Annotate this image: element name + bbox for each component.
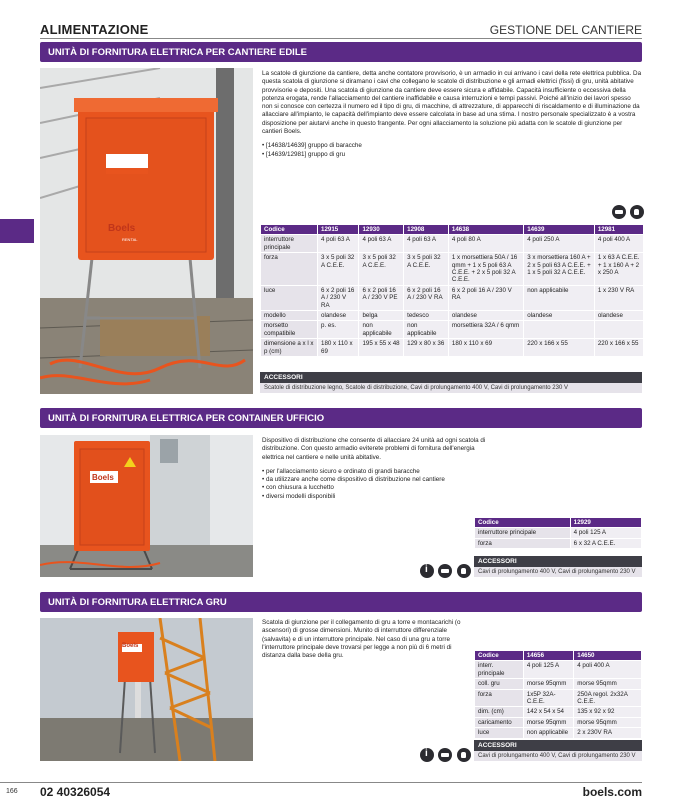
section-3-body: Scatola di giunzione per il collegamento di gru a torre e montacarichi (o ascensori) di grosse dimensioni. Munito di interruttore differenziale (salvavita) e di un interruttore principale. Nel caso di una gru a torre l'interruttore principale deve trovarsi per legge a non più di 6 metri di distanza dalla base della gru. [262,619,461,660]
section-1-body: La scatole di giunzione da cantiere, detta anche contatore provvisorio, è un armadio in cui arrivano i cavi della rete elettrica pubblica. Da questa scatola di giunzione si diramano i cavi che collegano le scatole di distribuzione e gli armadi elettrici (fissi) di gru, unità abitative provvisorie e depositi. Una scatola di giunzione da cantiere deve essere sicura e affidabile. Capacità insufficiente o eccessiva della potenza erogata, rende l'allacciamento del cantiere inaffidabile e causa interruzioni e tempi passivi. Poiché all'inizio dei lavori spesso non si conosce con certezza il numero ed il tipo di gru, di macchine, di attrezzature, di apparecchi di riscaldamento e di illuminazione da allacciare all'impianto, le capacità dell'impianto deve essere calcolata in base ad una stima. I nostro personale specializzato è a vostra disposizione per aiutarvi anche in questo frangente. Per ogni allacciamento la soluzione più adatta con le scatole di giunzione per cantieri Boels. [262,70,642,136]
brand-logo: Boels [122,643,139,649]
row-label: morsetto compatibile [261,321,317,338]
table-row [475,539,641,548]
table-cell: non applicabile [359,321,403,338]
table-header: 14650 [574,651,641,660]
table-row [475,728,641,737]
table-header-row [261,225,643,234]
table-header: 12929 [571,518,641,527]
glove-icon [457,564,471,578]
row-label: interr. principale [475,661,523,678]
table-cell: 1x5P 32A-C.E.E. [524,690,573,707]
row-label: interruttore principale [475,528,570,537]
table-cell: 135 x 92 x 92 [574,707,641,716]
table-cell: 180 x 110 x 69 [318,339,358,356]
table-row [261,253,643,285]
table-cell: morse 95qmm [524,718,573,727]
table-cell: 1 x 63 A C.E.E. + 1 x 160 A + 2 x 250 A [595,253,643,285]
table-cell: non applicabile [524,728,573,737]
table-cell: 4 poli 80 A [449,235,523,252]
list-item: • da utilizzare anche come dispositivo di distribuzione nel cantiere [262,476,492,484]
table-row [475,690,641,707]
table-cell: 180 x 110 x 69 [449,339,523,356]
table-cell: 6 x 2 poli 16 A / 230 V RA [318,286,358,310]
section-1-title: UNITÀ DI FORNITURA ELETTRICA PER CANTIERE EDILE [40,42,642,62]
section-title: ALIMENTAZIONE [40,22,149,37]
row-label: coll. gru [475,679,523,688]
site-box-photo [40,68,253,394]
table-header: 14656 [524,651,573,660]
table-row [475,661,641,678]
glove-icon [630,205,644,219]
table-cell: 4 poli 63 A [404,235,448,252]
table-header-row [475,651,641,660]
list-item: • con chiusura a lucchetto [262,484,492,492]
table-cell: 4 poli 400 A [574,661,641,678]
table-cell: morse 95qmm [574,679,641,688]
table-cell: olandese [318,311,358,320]
section-2-spec-table [474,517,642,549]
section-3-spec-table [474,650,642,739]
table-cell: olandese [524,311,594,320]
table-cell: 1 x 230 V RA [595,286,643,310]
accessories-list: Scatole di distribuzione legno, Scatole di distribuzione, Cavi di prolungamento 400 V, Cavi di prolungamento 230 V [260,383,642,393]
table-cell: p. es. [318,321,358,338]
crane-box-photo [40,618,253,761]
page-number: 166 [6,788,18,795]
table-header: 12915 [318,225,358,234]
table-cell: morse 95qmm [574,718,641,727]
table-cell: 195 x 55 x 48 [359,339,403,356]
table-cell: belga [359,311,403,320]
list-item: • per l'allacciamento sicuro e ordinato di grandi baracche [262,468,492,476]
table-header-row [475,518,641,527]
accessories-list: Cavi di prolungamento 400 V, Cavi di prolungamento 230 V [474,751,642,761]
side-tab-marker [0,219,34,243]
table-cell: 1 x morsettiera 50A / 16 qmm + 1 x 5 poli 63 A C.E.E. + 2 x 5 poli 32 A C.E.E. [449,253,523,285]
website-link[interactable]: boels.com [582,785,642,799]
row-label: dim. (cm) [475,707,523,716]
table-row [475,528,641,537]
accessories-heading: ACCESSORI [260,372,642,383]
section-1-bullets [262,142,642,159]
section-3-icons [420,748,471,767]
category-title: GESTIONE DEL CANTIERE [489,23,642,37]
row-label: luce [475,728,523,737]
table-cell: 4 poli 125 A [571,528,641,537]
table-cell: 3 x 5 poli 32 A C.E.E. [318,253,358,285]
table-row [475,718,641,727]
site-box-illustration [40,68,253,394]
section-2-description [262,437,492,501]
table-cell: olandese [449,311,523,320]
glove-icon [457,748,471,762]
footer-divider [0,782,642,783]
table-cell: olandese [595,311,643,320]
accessories-heading: ACCESSORI [474,556,642,567]
table-cell [595,321,643,338]
table-row [261,339,643,356]
table-header: 12930 [359,225,403,234]
list-item: • diversi modelli disponibili [262,493,492,501]
section-2-body: Dispositivo di distribuzione che consente di allacciare 24 unità ad ogni scatola di distribuzione. Con questo armadio eviterete problemi di fornitura dell'energia elettrica nel cantiere e nelle unità abitative. [262,437,486,461]
table-header: Codice [475,518,570,527]
table-header: 14638 [449,225,523,234]
row-label: dimensione a x l x p (cm) [261,339,317,356]
accessories-list: Cavi di prolungamento 400 V, Cavi di prolungamento 230 V [474,567,642,577]
brand-logo: Boels [92,473,114,482]
table-cell: 6 x 2 poli 16 A / 230 V RA [449,286,523,310]
section-2-icons [420,564,471,583]
table-cell: non applicabile [524,286,594,310]
table-cell: 4 poli 250 A [524,235,594,252]
section-2-bullets [262,468,492,501]
table-cell: tedesco [404,311,448,320]
table-cell: 4 poli 63 A [318,235,358,252]
table-cell: 4 poli 400 A [595,235,643,252]
table-row [475,679,641,688]
table-row [261,235,643,252]
table-row [475,707,641,716]
section-3-title: UNITÀ DI FORNITURA ELETTRICA GRU [40,592,642,612]
list-item: • [14638/14639] gruppo di baracche [262,142,642,150]
row-label: interruttore principale [261,235,317,252]
table-cell: 142 x 54 x 54 [524,707,573,716]
table-cell: morsettiera 32A / 6 qmm [449,321,523,338]
container-box-photo [40,435,253,577]
table-row [261,321,643,338]
table-header: 12908 [404,225,448,234]
section-3-description [262,619,470,660]
table-cell: 4 poli 63 A [359,235,403,252]
table-cell: 220 x 166 x 55 [524,339,594,356]
table-cell: 250A regol. 2x32A C.E.E. [574,690,641,707]
truck-icon [438,564,452,578]
section-1-description [262,70,642,159]
section-1-spec-table [260,224,644,357]
table-cell: 220 x 166 x 55 [595,339,643,356]
info-icon [420,748,434,762]
row-label: forza [475,690,523,707]
info-icon [420,564,434,578]
table-header: 12981 [595,225,643,234]
row-label: forza [475,539,570,548]
table-cell: 3 x morsettiera 160 A + 2 x 5 poli 63 A C.E.E. + 1 x 5 poli 32 A C.E.E. [524,253,594,285]
table-row [261,286,643,310]
container-box-illustration [40,435,253,577]
brand-logo: Boels [108,223,136,234]
truck-icon [438,748,452,762]
row-label: modello [261,311,317,320]
section-3-accessories [474,740,642,761]
section-2-accessories [474,556,642,577]
section-2-title: UNITÀ DI FORNITURA ELETTRICA PER CONTAINER UFFICIO [40,408,642,428]
table-cell [524,321,594,338]
table-cell: 3 x 5 poli 32 A C.E.E. [359,253,403,285]
table-header: Codice [475,651,523,660]
table-cell: 3 x 5 poli 32 A C.E.E. [404,253,448,285]
section-1-accessories [260,372,642,393]
accessories-heading: ACCESSORI [474,740,642,751]
table-cell: 6 x 2 poli 16 A / 230 V RA [404,286,448,310]
row-label: forza [261,253,317,285]
table-cell: morse 95qmm [524,679,573,688]
table-cell: 2 x 230V RA [574,728,641,737]
row-label: caricamento [475,718,523,727]
phone-number: 02 40326054 [40,785,111,799]
table-cell: 129 x 80 x 36 [404,339,448,356]
table-cell: non applicabile [404,321,448,338]
section-1-icons [612,205,644,224]
header-divider [40,38,642,39]
table-cell: 4 poli 125 A [524,661,573,678]
crane-box-illustration [40,618,253,761]
brand-logo-sub: RENTAL [122,237,138,242]
table-cell: 6 x 32 A C.E.E. [571,539,641,548]
table-cell: 6 x 2 poli 16 A / 230 V PE [359,286,403,310]
list-item: • [14639/12981] gruppo di gru [262,151,642,159]
table-row [261,311,643,320]
truck-icon [612,205,626,219]
row-label: luce [261,286,317,310]
table-header: Codice [261,225,317,234]
table-header: 14639 [524,225,594,234]
